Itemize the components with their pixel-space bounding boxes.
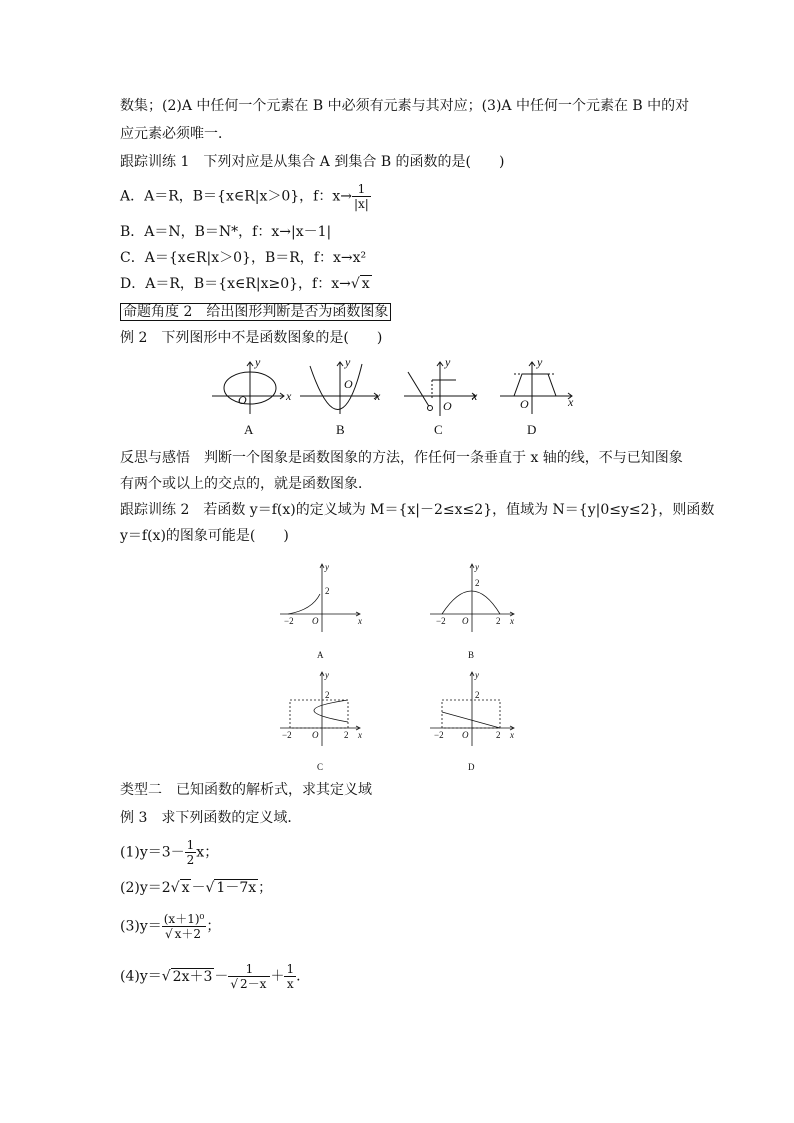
practice1-option-b: B．A＝N，B＝N*，f：x→|x－1| xyxy=(120,224,332,240)
part2-minus: － xyxy=(191,880,206,896)
fraction-numerator: 1 xyxy=(228,962,270,977)
example3-part-2: (2)y＝2√ x －√ 1－7x ； xyxy=(120,880,273,896)
practice1-option-a xyxy=(120,182,371,211)
part3-prefix: (3)y＝ xyxy=(120,918,162,935)
p2-figure-b-pos2: 2 xyxy=(496,616,501,626)
part3-fraction xyxy=(162,912,207,941)
reflection-line-1: 反思与感悟 判断一个图象是函数图象的方法，作任何一条垂直于 x 轴的线，不与已知图象 xyxy=(120,450,683,466)
option-d-radicand: x xyxy=(361,276,370,292)
p2-figure-c-neg2: −2 xyxy=(282,730,292,740)
part2-radicand-2: 1－7x xyxy=(216,880,257,896)
figure-c-caption: C xyxy=(434,422,443,437)
part3-radicand: x＋2 xyxy=(174,927,202,941)
p2-figure-d-neg2: −2 xyxy=(434,730,444,740)
p2-figure-b-origin-label: O xyxy=(462,616,469,626)
p2-figure-a-x-label: x xyxy=(358,616,362,626)
example3-part-4: (4)y＝√ 2x＋3 － $\frac{1}{√ 2-x}$ ＋ $\frac{1}{x}$ . xyxy=(120,962,301,991)
example3-stem: 例 3 求下列函数的定义域． xyxy=(120,810,302,826)
p2-figure-c-x-label: x xyxy=(358,730,362,740)
option-a-text: A．A＝R，B＝{x∈R|x＞0}，f：x→ xyxy=(120,188,352,205)
figure-a-y-label: y xyxy=(255,355,261,369)
part4-prefix: (4)y＝ xyxy=(120,968,162,985)
figure-d-caption: D xyxy=(527,422,537,437)
example2-figures xyxy=(200,354,600,442)
figure-c-open-point xyxy=(428,406,433,411)
angle2-title xyxy=(120,302,391,322)
p2-figure-b-neg2: −2 xyxy=(436,616,446,626)
option-a-fraction xyxy=(352,182,371,211)
p2-figure-a-tick-y: 2 xyxy=(325,586,330,596)
figure-d-y-label: y xyxy=(537,355,543,369)
figure-c-y-label: y xyxy=(445,355,451,369)
part4-fraction-2 xyxy=(284,962,296,991)
p2-figure-b-tick-y: 2 xyxy=(475,578,480,588)
practice1-option-d: D．A＝R，B＝{x∈R|x≥0}，f：x→√ x xyxy=(120,276,370,292)
p2-figure-d-x-label: x xyxy=(510,730,514,740)
part4-fraction-1 xyxy=(228,962,270,991)
part4-plus: ＋ xyxy=(270,968,285,985)
p2-figure-b-x-label: x xyxy=(510,616,514,626)
p2-figure-d-pos2: 2 xyxy=(496,730,501,740)
figure-c-graph xyxy=(404,362,476,416)
fraction-denominator: x xyxy=(286,977,294,991)
fraction-numerator: 1 xyxy=(286,962,295,976)
part1-fraction xyxy=(185,838,197,867)
p2-figure-a-origin-label: O xyxy=(312,616,319,626)
fraction-denominator: √ x＋2 xyxy=(165,927,202,941)
p2-figure-c-caption: C xyxy=(317,762,324,772)
fraction-numerator: 1 xyxy=(186,838,195,852)
figure-a-x-label: x xyxy=(286,389,292,403)
p2-figure-c-origin-label: O xyxy=(312,730,319,740)
part4-denominator-radicand: 2－x xyxy=(240,977,267,991)
practice2-figures xyxy=(270,560,530,775)
fraction-denominator: 2 xyxy=(186,853,195,867)
p2-figure-b-caption: B xyxy=(468,650,475,660)
part3-suffix: ； xyxy=(206,918,221,935)
fraction-denominator: √ 2－x xyxy=(230,977,267,991)
intro-line-2: 应元素必须唯一． xyxy=(120,126,232,142)
figure-b-graph xyxy=(300,362,378,414)
figure-b-x-label: x xyxy=(375,389,381,403)
part4-minus: － xyxy=(214,968,229,985)
part1-suffix: x； xyxy=(196,844,219,861)
part2-suffix: ； xyxy=(258,880,273,896)
p2-figure-c-pos2: 2 xyxy=(344,730,349,740)
fraction-numerator: (x＋1)⁰ xyxy=(163,912,205,926)
practice2-line-1: 跟踪训练 2 若函数 y＝f(x)的定义域为 M＝{x|－2≤x≤2}，值域为 N＝{y|0≤y≤2}，则函数 xyxy=(120,502,715,518)
practice1-stem: 跟踪训练 1 下列对应是从集合 A 到集合 B 的函数的是( ) xyxy=(120,154,505,170)
p2-figure-a-y-label: y xyxy=(325,562,329,572)
figure-b-origin-label: O xyxy=(344,377,353,391)
figure-d-x-label: x xyxy=(568,395,574,409)
part1-prefix: (1)y＝3－ xyxy=(120,844,185,861)
part4-radicand: 2x＋3 xyxy=(172,968,213,985)
part4-suffix: . xyxy=(296,968,301,985)
reflection-line-2: 有两个或以上的交点的，就是函数图象． xyxy=(120,476,372,492)
figure-d-graph xyxy=(500,362,572,414)
p2-figure-c-tick-y: 2 xyxy=(325,690,330,700)
example3-part-1 xyxy=(120,838,218,867)
p2-figure-d-tick-y: 2 xyxy=(475,690,480,700)
fraction-denominator: |x| xyxy=(354,197,369,211)
figure-b-caption: B xyxy=(336,422,345,437)
p2-figure-d-y-label: y xyxy=(475,670,479,680)
example3-part-3 xyxy=(120,912,220,941)
p2-figure-a-neg2: −2 xyxy=(284,616,294,626)
p2-figure-d-origin-label: O xyxy=(462,730,469,740)
intro-line-1: 数集；(2)A 中任何一个元素在 B 中必须有元素与其对应；(3)A 中任何一个元素在 B 中的对 xyxy=(120,98,690,114)
fraction-numerator: 1 xyxy=(352,182,371,197)
figure-a-caption: A xyxy=(244,422,254,437)
figure-c-origin-label: O xyxy=(443,399,452,413)
p2-figure-c-y-label: y xyxy=(325,670,329,680)
angle2-title-box: 命题角度 2 给出图形判断是否为函数图象 xyxy=(120,303,391,321)
figure-d-origin-label: O xyxy=(520,397,529,411)
figure-a-graph xyxy=(212,362,284,414)
practice2-line-2: y＝f(x)的图象可能是( ) xyxy=(120,528,289,544)
figure-c-x-label: x xyxy=(472,389,478,403)
practice1-option-c: C．A＝{x∈R|x＞0}，B＝R，f：x→x² xyxy=(120,250,367,266)
type2-title: 类型二 已知函数的解析式，求其定义域 xyxy=(120,782,372,798)
example2-stem: 例 2 下列图形中不是函数图象的是( ) xyxy=(120,330,383,346)
p2-figure-d-caption: D xyxy=(468,762,475,772)
figure-b-y-label: y xyxy=(345,355,351,369)
p2-figure-a-caption: A xyxy=(317,650,324,660)
p2-figure-b-y-label: y xyxy=(475,562,479,572)
part2-prefix: (2)y＝2 xyxy=(120,880,171,896)
option-d-text: D．A＝R，B＝{x∈R|x≥0}，f：x→ xyxy=(120,276,351,292)
part2-radicand-1: x xyxy=(181,880,190,896)
figure-a-origin-label: O xyxy=(238,393,247,407)
